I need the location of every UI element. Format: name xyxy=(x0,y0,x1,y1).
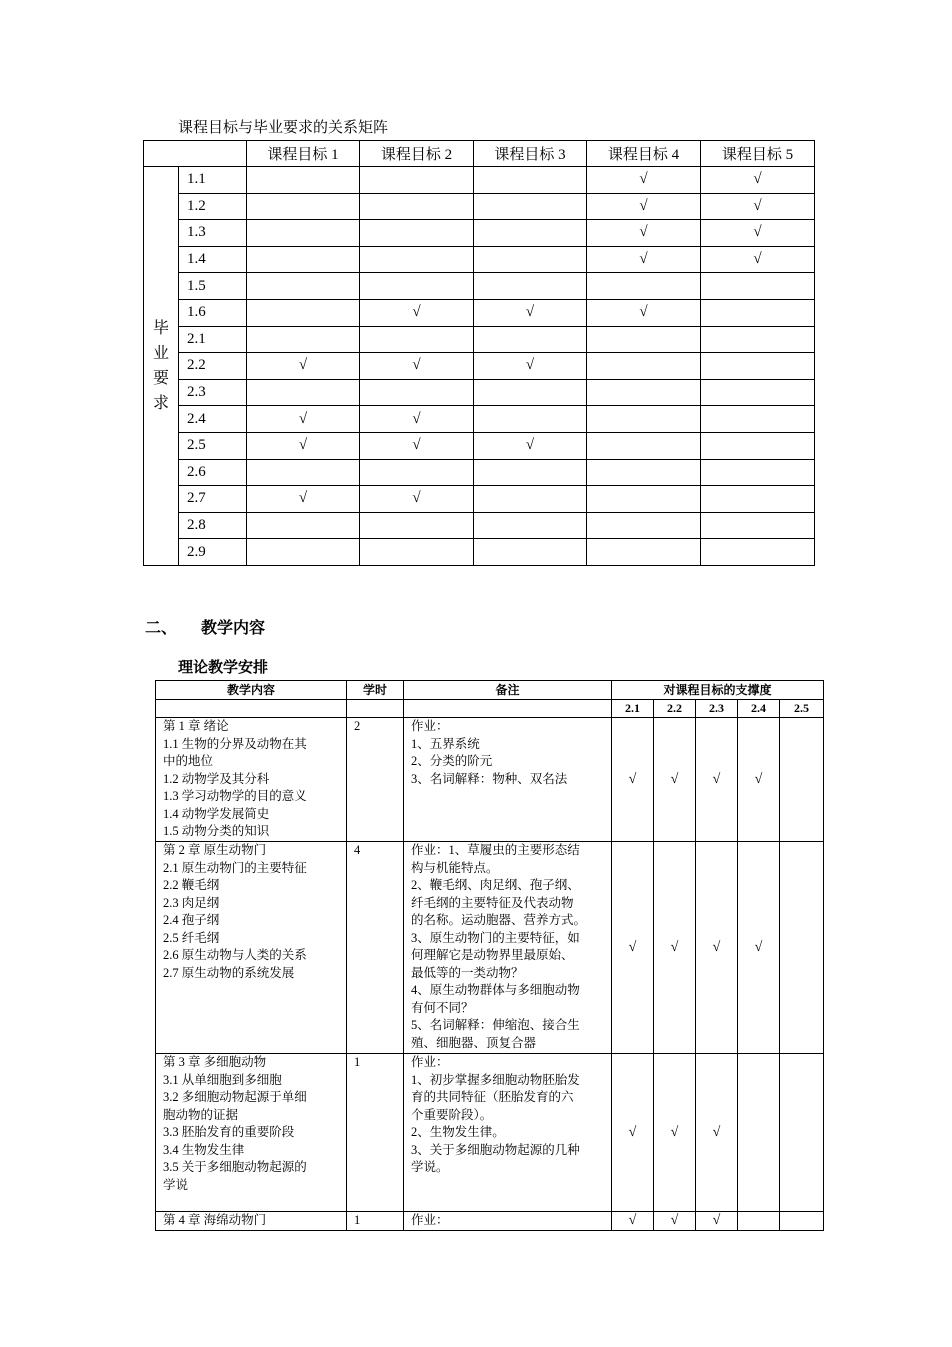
matrix-check-cell xyxy=(360,326,474,353)
chapter-content-cell xyxy=(156,842,347,1054)
matrix-check-cell xyxy=(360,273,474,300)
support-check-cell: √ xyxy=(612,1212,654,1231)
requirement-id: 2.5 xyxy=(179,432,247,459)
matrix-row xyxy=(144,432,815,459)
support-check-cell: √ xyxy=(696,718,738,842)
matrix-row xyxy=(144,220,815,247)
matrix-header-row xyxy=(144,141,815,167)
matrix-check-cell xyxy=(474,486,587,513)
chapter-notes-line: 2、分类的阶元 xyxy=(411,754,493,768)
hours-header-label: 学时 xyxy=(347,681,404,700)
chapter-hours-cell: 4 xyxy=(347,842,404,1054)
matrix-row xyxy=(144,326,815,353)
matrix-check-cell: √ xyxy=(360,432,474,459)
chapter-notes-line: 5、名词解释：伸缩泡、接合生 xyxy=(411,1018,580,1032)
support-check-cell: √ xyxy=(696,1054,738,1212)
support-check-cell: √ xyxy=(654,718,696,842)
blank-subheader-cell xyxy=(156,700,347,718)
chapter-content-line: 第 4 章 海绵动物门 xyxy=(163,1213,267,1227)
matrix-check-cell xyxy=(474,379,587,406)
matrix-check-cell xyxy=(474,220,587,247)
requirement-label-char: 求 xyxy=(152,394,169,412)
support-check-cell: √ xyxy=(738,718,780,842)
matrix-row xyxy=(144,167,815,194)
matrix-check-cell: √ xyxy=(587,193,701,220)
matrix-check-cell xyxy=(474,459,587,486)
support-check-cell xyxy=(780,1212,824,1231)
support-column-header: 2.4 xyxy=(738,700,780,718)
blank-subheader-cell xyxy=(404,700,612,718)
matrix-check-cell xyxy=(247,512,360,539)
chapter-notes-cell xyxy=(404,842,612,1054)
matrix-check-cell xyxy=(587,539,701,566)
chapter-content-line: 2.6 原生动物与人类的关系 xyxy=(163,948,307,962)
chapter-content-line: 3.2 多细胞动物起源于单细 xyxy=(163,1090,307,1104)
matrix-check-cell xyxy=(360,379,474,406)
chapter-content-line: 3.1 从单细胞到多细胞 xyxy=(163,1072,282,1087)
matrix-row xyxy=(144,299,815,326)
matrix-check-cell xyxy=(360,246,474,273)
matrix-check-cell xyxy=(701,539,815,566)
matrix-check-cell xyxy=(587,326,701,353)
chapter-notes-line: 2、鞭毛纲、肉足纲、孢子纲、 xyxy=(411,878,580,892)
content-header-row xyxy=(156,681,824,700)
chapter-notes-line: 作业： xyxy=(411,1213,449,1227)
matrix-check-cell xyxy=(474,193,587,220)
matrix-check-cell xyxy=(247,459,360,486)
chapter-notes-line: 作业：1、草履虫的主要形态结 xyxy=(411,843,580,857)
matrix-check-cell xyxy=(474,246,587,273)
matrix-check-cell: √ xyxy=(587,299,701,326)
matrix-row xyxy=(144,539,815,566)
chapter-notes-line: 的名称。运动胞器、营养方式。 xyxy=(411,913,587,927)
chapter-notes-cell xyxy=(404,1054,612,1212)
support-check-cell: √ xyxy=(612,842,654,1054)
matrix-row xyxy=(144,273,815,300)
chapter-content-line: 1.4 动物学发展简史 xyxy=(163,806,270,821)
requirement-id: 2.4 xyxy=(179,406,247,433)
matrix-check-cell xyxy=(247,539,360,566)
section-heading xyxy=(145,615,265,638)
teaching-content-table xyxy=(155,680,824,1231)
support-check-cell xyxy=(738,1054,780,1212)
content-subheader-row xyxy=(156,700,824,718)
notes-header-label: 备注 xyxy=(404,681,612,700)
matrix-row xyxy=(144,353,815,380)
goal-requirement-matrix xyxy=(143,140,815,566)
requirement-label-char: 要 xyxy=(152,369,169,387)
matrix-check-cell xyxy=(247,326,360,353)
matrix-row xyxy=(144,459,815,486)
matrix-check-cell xyxy=(474,512,587,539)
chapter-content-cell xyxy=(156,1212,347,1231)
section-number: 二、 xyxy=(145,618,178,637)
chapter-notes-line: 作业： xyxy=(411,1055,449,1069)
content-header-label: 教学内容 xyxy=(156,681,347,700)
chapter-content-line: 1.1 生物的分界及动物在其 xyxy=(163,736,307,751)
matrix-check-cell xyxy=(247,193,360,220)
chapter-notes-cell xyxy=(404,718,612,842)
chapter-content-line: 第 1 章 绪论 xyxy=(163,719,229,733)
matrix-check-cell xyxy=(474,406,587,433)
matrix-check-cell xyxy=(247,379,360,406)
requirement-id: 1.2 xyxy=(179,193,247,220)
matrix-row xyxy=(144,246,815,273)
support-column-header: 2.2 xyxy=(654,700,696,718)
matrix-column-header: 课程目标 4 xyxy=(587,141,701,167)
chapter-notes-line: 3、名词解释：物种、双名法 xyxy=(411,771,568,786)
chapter-content-line: 3.3 胚胎发育的重要阶段 xyxy=(163,1125,295,1139)
matrix-check-cell xyxy=(701,299,815,326)
matrix-check-cell xyxy=(247,220,360,247)
matrix-check-cell xyxy=(474,326,587,353)
chapter-content-line: 第 2 章 原生动物门 xyxy=(163,843,267,857)
section-title: 教学内容 xyxy=(201,618,266,637)
support-check-cell xyxy=(780,842,824,1054)
support-check-cell: √ xyxy=(696,842,738,1054)
chapter-content-line: 第 3 章 多细胞动物 xyxy=(163,1055,267,1069)
matrix-column-header: 课程目标 5 xyxy=(701,141,815,167)
support-check-cell xyxy=(738,1212,780,1231)
matrix-row xyxy=(144,379,815,406)
support-check-cell: √ xyxy=(696,1212,738,1231)
matrix-check-cell xyxy=(701,459,815,486)
requirement-id: 1.4 xyxy=(179,246,247,273)
requirement-id: 1.6 xyxy=(179,299,247,326)
matrix-row xyxy=(144,193,815,220)
chapter-content-line: 1.3 学习动物学的目的意义 xyxy=(163,789,307,803)
chapter-content-line: 2.2 鞭毛纲 xyxy=(163,878,220,892)
chapter-content-line: 中的地位 xyxy=(163,754,214,768)
requirement-id: 2.3 xyxy=(179,379,247,406)
chapter-notes-line: 何理解它是动物界里最原始、 xyxy=(411,948,574,962)
blank-subheader-cell xyxy=(347,700,404,718)
matrix-check-cell xyxy=(360,539,474,566)
chapter-notes-line: 最低等的一类动物？ xyxy=(411,965,524,980)
chapter-content-cell xyxy=(156,718,347,842)
requirement-id: 2.1 xyxy=(179,326,247,353)
matrix-check-cell: √ xyxy=(587,220,701,247)
chapter-notes-line: 作业： xyxy=(411,719,449,733)
matrix-check-cell xyxy=(360,512,474,539)
chapter-hours-cell: 2 xyxy=(347,718,404,842)
requirement-label-char: 毕 xyxy=(152,319,169,337)
matrix-check-cell xyxy=(701,353,815,380)
matrix-check-cell xyxy=(360,220,474,247)
matrix-check-cell: √ xyxy=(360,406,474,433)
matrix-check-cell xyxy=(701,406,815,433)
matrix-caption: 课程目标与毕业要求的关系矩阵 xyxy=(178,120,389,136)
support-check-cell: √ xyxy=(654,842,696,1054)
requirement-id: 2.7 xyxy=(179,486,247,513)
chapter-notes-line: 4、原生动物群体与多细胞动物 xyxy=(411,983,580,997)
requirement-group-label xyxy=(144,167,179,566)
matrix-row xyxy=(144,406,815,433)
chapter-notes-line: 1、初步掌握多细胞动物胚胎发 xyxy=(411,1072,580,1087)
matrix-check-cell: √ xyxy=(587,167,701,194)
matrix-row xyxy=(144,512,815,539)
chapter-content-line: 2.4 孢子纲 xyxy=(163,913,220,927)
matrix-check-cell xyxy=(587,512,701,539)
matrix-check-cell: √ xyxy=(247,432,360,459)
matrix-check-cell xyxy=(474,273,587,300)
support-header-label: 对课程目标的支撑度 xyxy=(612,681,824,700)
matrix-check-cell xyxy=(360,193,474,220)
matrix-check-cell: √ xyxy=(247,353,360,380)
chapter-content-line: 2.3 肉足纲 xyxy=(163,895,220,910)
matrix-check-cell xyxy=(587,379,701,406)
matrix-check-cell: √ xyxy=(701,246,815,273)
matrix-check-cell xyxy=(474,167,587,194)
support-check-cell xyxy=(780,718,824,842)
matrix-check-cell xyxy=(360,167,474,194)
chapter-row xyxy=(156,1212,824,1231)
matrix-check-cell xyxy=(247,273,360,300)
matrix-check-cell xyxy=(247,167,360,194)
support-column-header: 2.5 xyxy=(780,700,824,718)
matrix-column-header: 课程目标 1 xyxy=(247,141,360,167)
chapter-notes-line: 纤毛纲的主要特征及代表动物 xyxy=(411,895,574,910)
matrix-check-cell: √ xyxy=(587,246,701,273)
chapter-content-line: 学说 xyxy=(163,1177,189,1192)
requirement-id: 2.8 xyxy=(179,512,247,539)
matrix-check-cell: √ xyxy=(360,299,474,326)
requirement-id: 1.3 xyxy=(179,220,247,247)
chapter-notes-line: 有何不同？ xyxy=(411,1000,474,1015)
chapter-content-line: 3.4 生物发生律 xyxy=(163,1142,245,1157)
support-check-cell: √ xyxy=(738,842,780,1054)
matrix-check-cell xyxy=(701,486,815,513)
matrix-check-cell: √ xyxy=(247,406,360,433)
chapter-row xyxy=(156,718,824,842)
requirement-id: 2.6 xyxy=(179,459,247,486)
requirement-id: 2.9 xyxy=(179,539,247,566)
support-check-cell xyxy=(780,1054,824,1212)
matrix-check-cell: √ xyxy=(701,220,815,247)
support-column-header: 2.3 xyxy=(696,700,738,718)
chapter-notes-cell xyxy=(404,1212,612,1231)
chapter-hours-cell: 1 xyxy=(347,1054,404,1212)
matrix-check-cell: √ xyxy=(701,193,815,220)
requirement-label-char: 业 xyxy=(152,344,169,362)
subsection-heading: 理论教学安排 xyxy=(178,658,269,676)
support-column-header: 2.1 xyxy=(612,700,654,718)
chapter-content-line: 1.5 动物分类的知识 xyxy=(163,824,270,838)
chapter-content-cell xyxy=(156,1054,347,1212)
support-check-cell: √ xyxy=(612,718,654,842)
matrix-column-header: 课程目标 2 xyxy=(360,141,474,167)
matrix-check-cell: √ xyxy=(360,353,474,380)
chapter-row xyxy=(156,1054,824,1212)
chapter-notes-line: 2、生物发生律。 xyxy=(411,1125,505,1139)
requirement-id: 1.1 xyxy=(179,167,247,194)
matrix-column-header: 课程目标 3 xyxy=(474,141,587,167)
chapter-content-line: 3.5 关于多细胞动物起源的 xyxy=(163,1160,307,1174)
matrix-check-cell: √ xyxy=(360,486,474,513)
chapter-content-line: 胞动物的证据 xyxy=(163,1107,239,1122)
matrix-check-cell: √ xyxy=(474,299,587,326)
chapter-content-line: 2.7 原生动物的系统发展 xyxy=(163,965,295,980)
matrix-check-cell: √ xyxy=(474,432,587,459)
support-check-cell: √ xyxy=(654,1212,696,1231)
matrix-check-cell xyxy=(247,246,360,273)
matrix-check-cell xyxy=(587,459,701,486)
matrix-check-cell: √ xyxy=(247,486,360,513)
matrix-corner-cell xyxy=(144,141,247,167)
matrix-check-cell xyxy=(701,432,815,459)
matrix-check-cell xyxy=(587,353,701,380)
matrix-row xyxy=(144,486,815,513)
matrix-check-cell xyxy=(587,486,701,513)
chapter-hours-cell: 1 xyxy=(347,1212,404,1231)
chapter-notes-line: 个重要阶段）。 xyxy=(411,1107,493,1122)
matrix-check-cell xyxy=(587,273,701,300)
requirement-id: 1.5 xyxy=(179,273,247,300)
matrix-check-cell xyxy=(247,299,360,326)
chapter-notes-line: 构与机能特点。 xyxy=(411,860,499,875)
matrix-check-cell xyxy=(701,326,815,353)
chapter-notes-line: 学说。 xyxy=(411,1160,449,1174)
chapter-notes-line: 3、关于多细胞动物起源的几种 xyxy=(411,1142,580,1157)
chapter-content-line: 2.1 原生动物门的主要特征 xyxy=(163,860,307,875)
matrix-check-cell xyxy=(587,432,701,459)
chapter-content-line: 2.5 纤毛纲 xyxy=(163,930,220,945)
matrix-check-cell: √ xyxy=(701,167,815,194)
chapter-notes-line: 1、五界系统 xyxy=(411,736,480,751)
matrix-check-cell xyxy=(701,512,815,539)
chapter-notes-line: 殖、细胞器、顶复合器 xyxy=(411,1035,537,1050)
matrix-check-cell xyxy=(360,459,474,486)
support-check-cell: √ xyxy=(654,1054,696,1212)
chapter-notes-line: 3、原生动物门的主要特征，如 xyxy=(411,930,580,945)
matrix-check-cell: √ xyxy=(474,353,587,380)
matrix-check-cell xyxy=(474,539,587,566)
matrix-check-cell xyxy=(701,379,815,406)
support-check-cell: √ xyxy=(612,1054,654,1212)
chapter-content-line: 1.2 动物学及其分科 xyxy=(163,771,270,786)
chapter-row xyxy=(156,842,824,1054)
matrix-check-cell xyxy=(701,273,815,300)
matrix-check-cell xyxy=(587,406,701,433)
requirement-id: 2.2 xyxy=(179,353,247,380)
chapter-notes-line: 育的共同特征（胚胎发育的六 xyxy=(411,1090,574,1104)
